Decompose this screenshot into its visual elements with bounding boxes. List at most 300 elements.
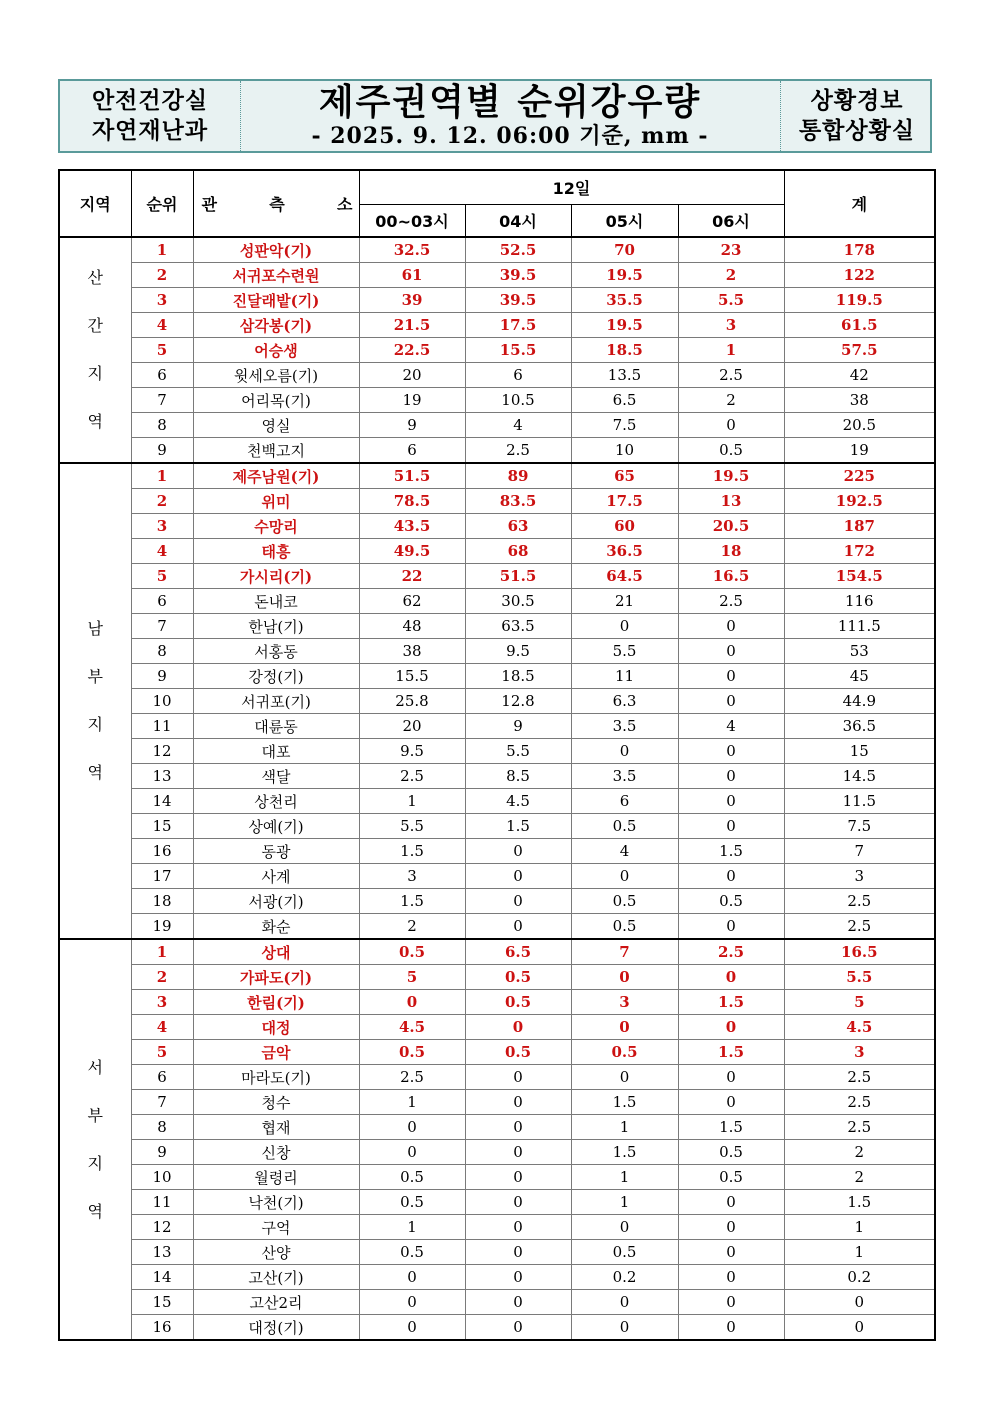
hour-value-cell: 4.5: [359, 1015, 465, 1040]
total-cell: 2.5: [784, 1065, 935, 1090]
rank-cell: 10: [131, 1165, 193, 1190]
hour-value-cell: 1: [678, 338, 784, 363]
total-cell: 15: [784, 739, 935, 764]
hour-value-cell: 0: [465, 1015, 571, 1040]
hour-value-cell: 65: [571, 463, 678, 489]
total-cell: 187: [784, 514, 935, 539]
total-cell: 119.5: [784, 288, 935, 313]
hour-value-cell: 11: [571, 664, 678, 689]
rank-cell: 1: [131, 463, 193, 489]
table-row: [59, 589, 935, 614]
table-row: [59, 664, 935, 689]
hour-value-cell: 8.5: [465, 764, 571, 789]
station-cell: 성판악(기): [193, 237, 359, 263]
hour-value-cell: 2.5: [678, 363, 784, 388]
table-row: [59, 990, 935, 1015]
rank-cell: 14: [131, 1265, 193, 1290]
station-cell: 서귀포(기): [193, 689, 359, 714]
report-header: [58, 79, 932, 153]
hour-value-cell: 1.5: [678, 1115, 784, 1140]
rainfall-table-body: [59, 237, 935, 1340]
total-cell: 20.5: [784, 413, 935, 438]
hour-value-cell: 0.5: [678, 889, 784, 914]
hour-value-cell: 0: [571, 1065, 678, 1090]
hour-value-cell: 2.5: [359, 764, 465, 789]
rank-cell: 4: [131, 539, 193, 564]
rank-cell: 3: [131, 288, 193, 313]
hour-value-cell: 25.8: [359, 689, 465, 714]
hour-value-cell: 0: [678, 739, 784, 764]
table-row: [59, 1090, 935, 1115]
region-char: 지: [87, 1153, 103, 1173]
hour-value-cell: 49.5: [359, 539, 465, 564]
station-cell: 대정: [193, 1015, 359, 1040]
total-cell: 2.5: [784, 1115, 935, 1140]
hour-value-cell: 4: [571, 839, 678, 864]
region-char: 남: [87, 619, 103, 638]
rank-cell: 9: [131, 1140, 193, 1165]
hour-value-cell: 0.5: [571, 1240, 678, 1265]
hour-value-cell: 19: [359, 388, 465, 413]
hour-value-cell: 0: [465, 1240, 571, 1265]
table-row: [59, 1215, 935, 1240]
table-row: [59, 363, 935, 388]
hour-value-cell: 0: [678, 1265, 784, 1290]
rank-cell: 6: [131, 1065, 193, 1090]
total-cell: 154.5: [784, 564, 935, 589]
station-cell: 수망리: [193, 514, 359, 539]
station-cell: 상천리: [193, 789, 359, 814]
rank-cell: 11: [131, 1190, 193, 1215]
station-cell: 구억: [193, 1215, 359, 1240]
header-hour: 05시: [571, 205, 678, 238]
hour-value-cell: 6.3: [571, 689, 678, 714]
hour-value-cell: 0: [359, 1290, 465, 1315]
hour-value-cell: 0: [465, 1290, 571, 1315]
region-char: 역: [87, 1201, 103, 1221]
rank-cell: 5: [131, 1040, 193, 1065]
station-cell: 신창: [193, 1140, 359, 1165]
total-cell: 2: [784, 1165, 935, 1190]
rank-cell: 12: [131, 1215, 193, 1240]
station-cell: 금악: [193, 1040, 359, 1065]
station-cell: 위미: [193, 489, 359, 514]
hour-value-cell: 63: [465, 514, 571, 539]
rank-cell: 8: [131, 639, 193, 664]
region-char: 역: [87, 763, 103, 782]
hour-value-cell: 0: [465, 914, 571, 940]
table-row: [59, 539, 935, 564]
station-cell: 대륜동: [193, 714, 359, 739]
table-row: [59, 1240, 935, 1265]
hour-value-cell: 19.5: [571, 263, 678, 288]
station-cell: 돈내코: [193, 589, 359, 614]
station-cell: 산양: [193, 1240, 359, 1265]
hour-value-cell: 15.5: [465, 338, 571, 363]
station-cell: 협재: [193, 1115, 359, 1140]
table-row: [59, 338, 935, 363]
hour-value-cell: 2: [678, 388, 784, 413]
hour-value-cell: 0.5: [359, 1165, 465, 1190]
hour-value-cell: 0: [465, 1265, 571, 1290]
hour-value-cell: 0: [678, 764, 784, 789]
hour-value-cell: 0.5: [465, 1040, 571, 1065]
rank-cell: 1: [131, 939, 193, 965]
rank-cell: 4: [131, 1015, 193, 1040]
hour-value-cell: 2.5: [359, 1065, 465, 1090]
hour-value-cell: 70: [571, 237, 678, 263]
hour-value-cell: 0.5: [359, 1190, 465, 1215]
hour-value-cell: 0: [465, 889, 571, 914]
hour-value-cell: 61: [359, 263, 465, 288]
hour-value-cell: 32.5: [359, 237, 465, 263]
hour-value-cell: 12.8: [465, 689, 571, 714]
hour-value-cell: 3: [359, 864, 465, 889]
hour-value-cell: 23: [678, 237, 784, 263]
rank-cell: 4: [131, 313, 193, 338]
table-row: [59, 1015, 935, 1040]
table-row: [59, 714, 935, 739]
hour-value-cell: 0.5: [571, 914, 678, 940]
hour-value-cell: 1: [359, 1215, 465, 1240]
region-cell: [59, 939, 131, 1340]
station-cell: 삼각봉(기): [193, 313, 359, 338]
rank-cell: 9: [131, 438, 193, 464]
hour-value-cell: 0: [678, 789, 784, 814]
rank-cell: 6: [131, 363, 193, 388]
station-cell: 낙천(기): [193, 1190, 359, 1215]
table-row: [59, 237, 935, 263]
station-cell: 윗세오름(기): [193, 363, 359, 388]
header-rank: 순위: [131, 170, 193, 237]
table-row: [59, 965, 935, 990]
region-char: 부: [87, 1105, 103, 1125]
station-cell: 동광: [193, 839, 359, 864]
station-cell: 어리목(기): [193, 388, 359, 413]
hour-value-cell: 89: [465, 463, 571, 489]
hour-value-cell: 0: [359, 1115, 465, 1140]
rainfall-table: [58, 169, 936, 1341]
total-cell: 0: [784, 1315, 935, 1341]
table-row: [59, 639, 935, 664]
hour-value-cell: 9.5: [359, 739, 465, 764]
rank-cell: 2: [131, 965, 193, 990]
hour-value-cell: 0: [678, 965, 784, 990]
hour-value-cell: 0: [465, 1065, 571, 1090]
hour-value-cell: 0.5: [678, 438, 784, 464]
hour-value-cell: 17.5: [571, 489, 678, 514]
region-char: 간: [87, 316, 103, 335]
hour-value-cell: 4: [465, 413, 571, 438]
total-cell: 45: [784, 664, 935, 689]
hour-value-cell: 3.5: [571, 714, 678, 739]
total-cell: 1.5: [784, 1190, 935, 1215]
hour-value-cell: 2.5: [678, 589, 784, 614]
hour-value-cell: 20: [359, 714, 465, 739]
hour-value-cell: 18: [678, 539, 784, 564]
rank-cell: 3: [131, 514, 193, 539]
department-right-line1: 상황경보: [810, 88, 904, 114]
total-cell: 178: [784, 237, 935, 263]
table-row: [59, 939, 935, 965]
rank-cell: 2: [131, 263, 193, 288]
hour-value-cell: 0: [465, 1090, 571, 1115]
hour-value-cell: 30.5: [465, 589, 571, 614]
hour-value-cell: 0: [571, 1315, 678, 1341]
table-row: [59, 413, 935, 438]
header-region: 지역: [59, 170, 131, 237]
rank-cell: 9: [131, 664, 193, 689]
station-cell: 가시리(기): [193, 564, 359, 589]
station-cell: 한림(기): [193, 990, 359, 1015]
hour-value-cell: 1: [571, 1190, 678, 1215]
table-row: [59, 288, 935, 313]
station-cell: 화순: [193, 914, 359, 940]
rank-cell: 5: [131, 564, 193, 589]
station-cell: 태흥: [193, 539, 359, 564]
header-station-char: 소: [337, 195, 353, 214]
hour-value-cell: 0: [571, 614, 678, 639]
station-cell: 한남(기): [193, 614, 359, 639]
region-cell: [59, 237, 131, 463]
hour-value-cell: 5.5: [678, 288, 784, 313]
hour-value-cell: 0.5: [571, 889, 678, 914]
hour-value-cell: 48: [359, 614, 465, 639]
hour-value-cell: 9: [359, 413, 465, 438]
rank-cell: 1: [131, 237, 193, 263]
hour-value-cell: 2.5: [678, 939, 784, 965]
hour-value-cell: 1.5: [571, 1090, 678, 1115]
hour-value-cell: 6: [359, 438, 465, 464]
rank-cell: 15: [131, 1290, 193, 1315]
header-station: [193, 170, 359, 237]
total-cell: 116: [784, 589, 935, 614]
hour-value-cell: 0: [359, 1140, 465, 1165]
title-block: [240, 81, 780, 151]
hour-value-cell: 5.5: [571, 639, 678, 664]
station-cell: 진달래밭(기): [193, 288, 359, 313]
total-cell: 57.5: [784, 338, 935, 363]
hour-value-cell: 19.5: [571, 313, 678, 338]
hour-value-cell: 35.5: [571, 288, 678, 313]
hour-value-cell: 10.5: [465, 388, 571, 413]
total-cell: 1: [784, 1215, 935, 1240]
hour-value-cell: 1.5: [678, 1040, 784, 1065]
hour-value-cell: 0: [678, 614, 784, 639]
hour-value-cell: 51.5: [465, 564, 571, 589]
hour-value-cell: 0: [571, 965, 678, 990]
rank-cell: 12: [131, 739, 193, 764]
table-row: [59, 1040, 935, 1065]
table-row: [59, 914, 935, 940]
station-cell: 서광(기): [193, 889, 359, 914]
hour-value-cell: 0.5: [678, 1165, 784, 1190]
report-title: 제주권역별 순위강우량: [318, 82, 702, 123]
table-row: [59, 889, 935, 914]
hour-value-cell: 0: [571, 864, 678, 889]
total-cell: 14.5: [784, 764, 935, 789]
hour-value-cell: 0: [678, 1290, 784, 1315]
hour-value-cell: 10: [571, 438, 678, 464]
rank-cell: 6: [131, 589, 193, 614]
total-cell: 172: [784, 539, 935, 564]
hour-value-cell: 0: [571, 1015, 678, 1040]
rank-cell: 18: [131, 889, 193, 914]
total-cell: 19: [784, 438, 935, 464]
department-left-line1: 안전건강실: [91, 88, 209, 114]
hour-value-cell: 18.5: [465, 664, 571, 689]
hour-value-cell: 0: [359, 990, 465, 1015]
header-station-char: 측: [269, 195, 285, 214]
hour-value-cell: 0: [678, 1190, 784, 1215]
report-subtitle: - 2025. 9. 12. 06:00 기준, mm -: [311, 123, 709, 149]
total-cell: 3: [784, 1040, 935, 1065]
table-row: [59, 789, 935, 814]
hour-value-cell: 39: [359, 288, 465, 313]
total-cell: 2: [784, 1140, 935, 1165]
table-row: [59, 1165, 935, 1190]
station-cell: 가파도(기): [193, 965, 359, 990]
hour-value-cell: 22: [359, 564, 465, 589]
hour-value-cell: 0: [465, 864, 571, 889]
total-cell: 61.5: [784, 313, 935, 338]
station-cell: 월령리: [193, 1165, 359, 1190]
hour-value-cell: 0: [465, 1190, 571, 1215]
department-right: [780, 81, 933, 151]
table-row: [59, 1115, 935, 1140]
table-row: [59, 739, 935, 764]
station-cell: 천백고지: [193, 438, 359, 464]
station-cell: 어승생: [193, 338, 359, 363]
region-char: 부: [87, 667, 103, 686]
hour-value-cell: 9: [465, 714, 571, 739]
table-row: [59, 614, 935, 639]
table-row: [59, 313, 935, 338]
hour-value-cell: 6.5: [571, 388, 678, 413]
hour-value-cell: 0: [678, 413, 784, 438]
hour-value-cell: 21: [571, 589, 678, 614]
department-left-line2: 자연재난과: [91, 118, 209, 144]
header-date: 12일: [359, 170, 784, 205]
table-row: [59, 564, 935, 589]
hour-value-cell: 0.5: [571, 1040, 678, 1065]
hour-value-cell: 1.5: [465, 814, 571, 839]
hour-value-cell: 2: [359, 914, 465, 940]
rank-cell: 5: [131, 338, 193, 363]
hour-value-cell: 0: [678, 664, 784, 689]
hour-value-cell: 0.5: [678, 1140, 784, 1165]
hour-value-cell: 9.5: [465, 639, 571, 664]
hour-value-cell: 18.5: [571, 338, 678, 363]
total-cell: 0.2: [784, 1265, 935, 1290]
total-cell: 36.5: [784, 714, 935, 739]
table-row: [59, 489, 935, 514]
hour-value-cell: 5.5: [359, 814, 465, 839]
hour-value-cell: 51.5: [359, 463, 465, 489]
station-cell: 대포: [193, 739, 359, 764]
hour-value-cell: 0: [678, 1315, 784, 1341]
hour-value-cell: 0: [571, 739, 678, 764]
hour-value-cell: 20: [359, 363, 465, 388]
hour-value-cell: 1.5: [359, 839, 465, 864]
hour-value-cell: 62: [359, 589, 465, 614]
total-cell: 122: [784, 263, 935, 288]
hour-value-cell: 1: [571, 1115, 678, 1140]
rank-cell: 10: [131, 689, 193, 714]
hour-value-cell: 7.5: [571, 413, 678, 438]
rank-cell: 3: [131, 990, 193, 1015]
hour-value-cell: 1.5: [678, 839, 784, 864]
header-hour: 04시: [465, 205, 571, 238]
hour-value-cell: 0.5: [359, 939, 465, 965]
rank-cell: 13: [131, 1240, 193, 1265]
hour-value-cell: 0: [678, 914, 784, 940]
hour-value-cell: 83.5: [465, 489, 571, 514]
table-row: [59, 839, 935, 864]
rank-cell: 11: [131, 714, 193, 739]
hour-value-cell: 0.5: [571, 814, 678, 839]
hour-value-cell: 68: [465, 539, 571, 564]
hour-value-cell: 0.2: [571, 1265, 678, 1290]
hour-value-cell: 43.5: [359, 514, 465, 539]
table-row: [59, 1140, 935, 1165]
total-cell: 111.5: [784, 614, 935, 639]
table-row: [59, 864, 935, 889]
hour-value-cell: 13: [678, 489, 784, 514]
hour-value-cell: 0: [465, 839, 571, 864]
total-cell: 38: [784, 388, 935, 413]
total-cell: 192.5: [784, 489, 935, 514]
hour-value-cell: 0: [465, 1215, 571, 1240]
hour-value-cell: 0: [678, 689, 784, 714]
total-cell: 42: [784, 363, 935, 388]
total-cell: 0: [784, 1290, 935, 1315]
station-cell: 사계: [193, 864, 359, 889]
hour-value-cell: 78.5: [359, 489, 465, 514]
hour-value-cell: 63.5: [465, 614, 571, 639]
rank-cell: 8: [131, 413, 193, 438]
region-char: 역: [87, 412, 103, 431]
hour-value-cell: 0: [571, 1290, 678, 1315]
hour-value-cell: 21.5: [359, 313, 465, 338]
total-cell: 5.5: [784, 965, 935, 990]
total-cell: 53: [784, 639, 935, 664]
hour-value-cell: 0: [359, 1315, 465, 1341]
hour-value-cell: 6: [571, 789, 678, 814]
table-row: [59, 1315, 935, 1341]
department-right-line2: 통합상황실: [798, 118, 916, 144]
rank-cell: 7: [131, 388, 193, 413]
header-total: 계: [784, 170, 935, 237]
hour-value-cell: 3: [678, 313, 784, 338]
hour-value-cell: 1: [359, 789, 465, 814]
hour-value-cell: 20.5: [678, 514, 784, 539]
station-cell: 영실: [193, 413, 359, 438]
total-cell: 2.5: [784, 914, 935, 940]
hour-value-cell: 64.5: [571, 564, 678, 589]
rank-cell: 19: [131, 914, 193, 940]
station-cell: 마라도(기): [193, 1065, 359, 1090]
hour-value-cell: 60: [571, 514, 678, 539]
total-cell: 2.5: [784, 1090, 935, 1115]
rank-cell: 15: [131, 814, 193, 839]
hour-value-cell: 2: [678, 263, 784, 288]
region-char: 지: [87, 715, 103, 734]
hour-value-cell: 0: [571, 1215, 678, 1240]
hour-value-cell: 39.5: [465, 263, 571, 288]
hour-value-cell: 2.5: [465, 438, 571, 464]
total-cell: 3: [784, 864, 935, 889]
